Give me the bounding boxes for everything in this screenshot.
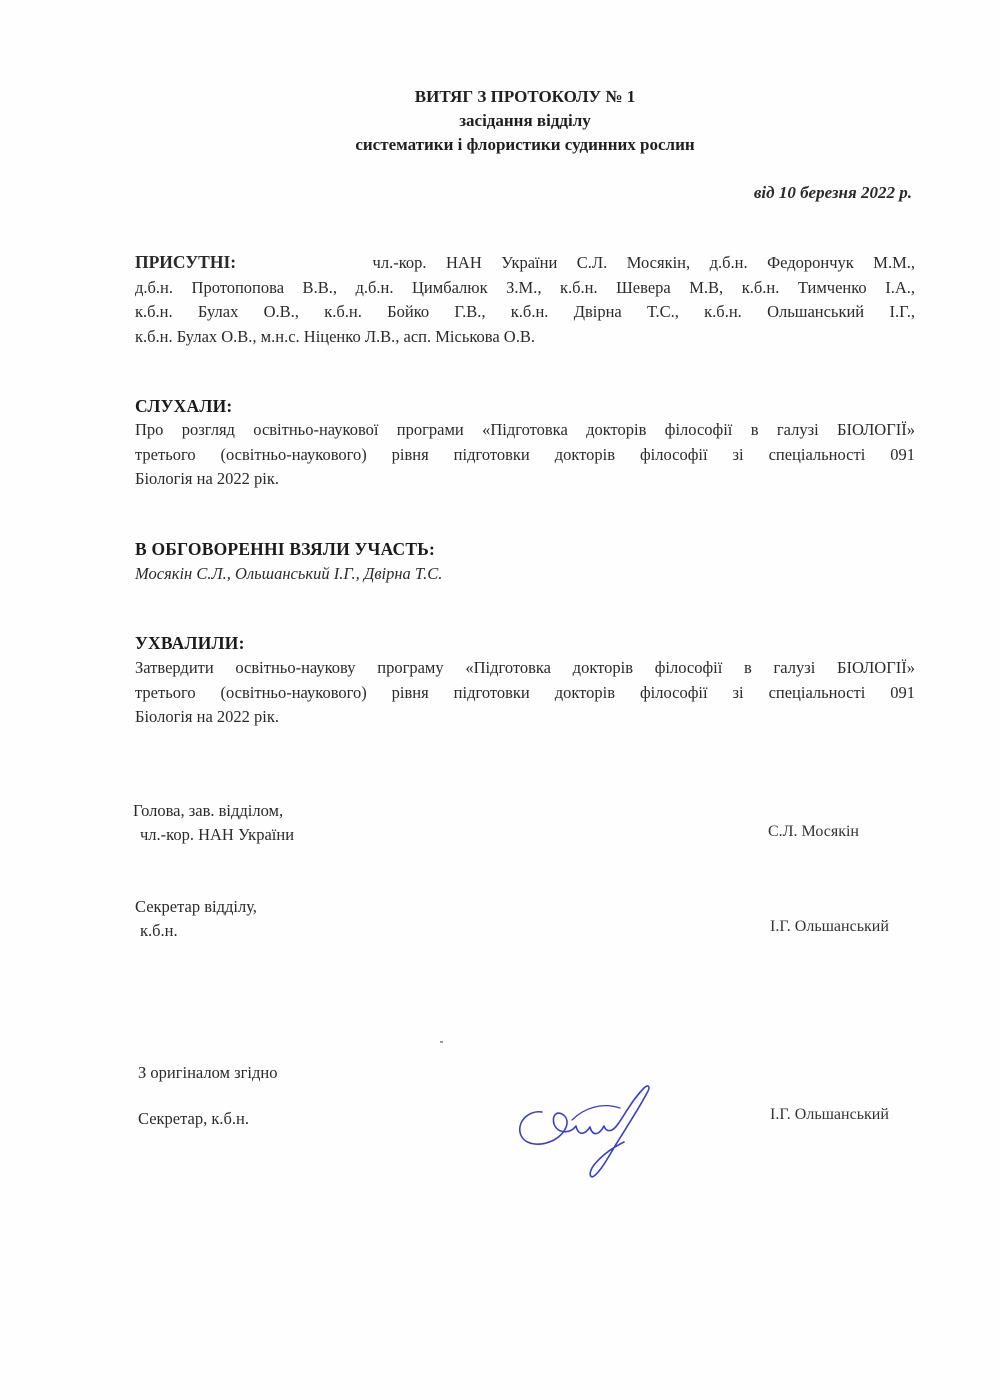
secretary-title-line2: к.б.н. (140, 921, 178, 940)
signature-underline (572, 1106, 620, 1120)
listened-line-3: Біологія на 2022 рік. (135, 469, 280, 488)
secretary-name: І.Г. Ольшанський (770, 918, 889, 935)
present-names-1: чл.-кор. НАН України С.Л. Мосякін, д.б.н. Федорончук М.М., (372, 253, 915, 272)
document-title: ВИТЯГ З ПРОТОКОЛУ № 1 (414, 87, 636, 106)
protocol-date: від 10 березня 2022 р. (753, 183, 912, 202)
head-title-line1: Голова, зав. відділом, (133, 801, 284, 820)
listened-line-1: Про розгляд освітньо-наукової програми «Підготовка докторів філософії в галузі БІОЛОГІЇ» (135, 420, 915, 439)
certifier-title: Секретар, к.б.н. (138, 1109, 249, 1128)
resolved-line-3: Біологія на 2022 рік. (135, 707, 280, 726)
document-subtitle: засідання відділу (459, 111, 591, 130)
resolved-line-2: третього (освітньо-наукового) рівня підготовки докторів філософії зі спеціальності 091 (135, 682, 915, 702)
head-name: С.Л. Мосякін (768, 823, 859, 840)
resolved-line-1: Затвердити освітньо-наукову програму «Підготовка докторів філософії в галузі БІОЛОГІЇ» (135, 658, 915, 677)
head-title-line2: чл.-кор. НАН України (140, 825, 295, 844)
secretary-title-line1: Секретар відділу, (135, 897, 257, 916)
present-line-1 (135, 250, 915, 276)
present-line-3: к.б.н. Булах О.В., к.б.н. Бойко Г.В., к.б.н. Двірна Т.С., к.б.н. Ольшанський І.Г., (135, 302, 915, 321)
present-line-4: к.б.н. Булах О.В., м.н.с. Ніценко Л.В., асп. Міськова О.В. (135, 326, 535, 346)
signature-stroke (520, 1086, 649, 1177)
listened-heading: СЛУХАЛИ: (135, 396, 233, 416)
handwritten-signature (512, 1080, 687, 1180)
resolved-body (135, 656, 915, 730)
resolved-heading: УХВАЛИЛИ: (135, 633, 245, 653)
scan-speck (440, 1041, 443, 1043)
present-line-2: д.б.н. Протопопова В.В., д.б.н. Цимбалюк З.М., к.б.н. Шевера М.В, к.б.н. Тимченко І.А., (135, 277, 915, 297)
present-heading: ПРИСУТНІ: (135, 252, 237, 272)
present-section (135, 250, 915, 349)
certifier-name: І.Г. Ольшанський (770, 1106, 889, 1123)
discussion-names: Мосякін С.Л., Ольшанський І.Г., Двірна Т.С. (135, 564, 443, 583)
discussion-heading: В ОБГОВОРЕННІ ВЗЯЛИ УЧАСТЬ: (135, 539, 436, 559)
certified-copy-note: З оригіналом згідно (138, 1063, 278, 1082)
listened-body (135, 418, 915, 492)
listened-line-2: третього (освітньо-наукового) рівня підготовки докторів філософії зі спеціальності 091 (135, 444, 915, 464)
department-name: систематики і флористики судинних рослин (355, 135, 695, 154)
